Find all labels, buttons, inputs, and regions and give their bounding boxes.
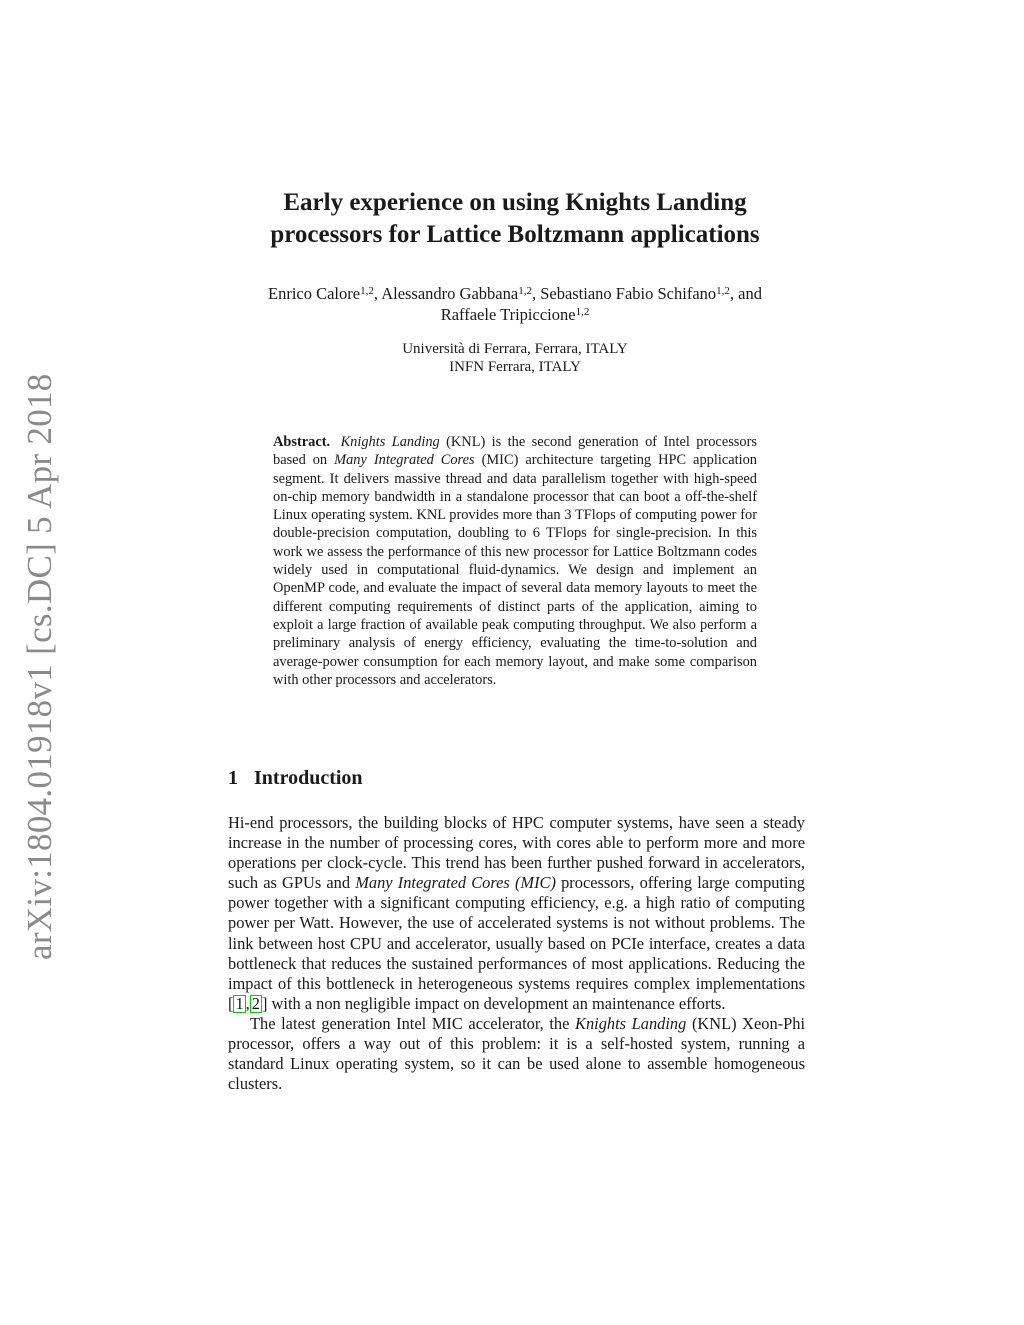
title-line-1: Early experience on using Knights Landing: [283, 189, 747, 216]
affiliation-line-1: Università di Ferrara, Ferrara, ITALY: [402, 341, 628, 357]
author-list: [200, 283, 830, 325]
citation-group: [228, 994, 267, 1013]
paragraph-text: processors, offering large computing power together with a significant computing efficiency, e.g. a high ratio of computing power per Watt. However, the use of accelerated systems is not without problems. The link between host CPU and accelerator, usually based on PCIe interface, creates a data bottleneck that reduces the sustained performances of most applications. Reducing the impact of this bottleneck in heterogeneous systems requires complex implementations: [228, 873, 805, 993]
author-line-1: Enrico Calore$^{1,2}$, Alessandro Gabbana$^{1,2}$, Sebastiano Fabio Schifano$^{1,2}$, and: [268, 284, 762, 303]
abstract-text: (KNL) is the second generation of Intel processors based on: [273, 434, 757, 469]
author-conjunction: and: [738, 284, 762, 303]
citation-separator: ,: [245, 993, 250, 1013]
abstract-emphasis: Many Integrated Cores: [334, 452, 475, 469]
section-number: 1: [228, 767, 238, 789]
author-name: Raffaele Tripiccione: [440, 305, 576, 324]
author-line-2: [200, 304, 830, 325]
paragraph-text: with a non negligible impact on development an maintenance efforts.: [267, 993, 726, 1013]
body-text: [228, 813, 805, 1094]
abstract-label: Abstract.: [273, 434, 331, 450]
author-affiliation-mark: 1,2: [518, 285, 532, 297]
author-affiliation-mark: 1,2: [716, 285, 730, 297]
citation-bracket: [: [228, 993, 234, 1013]
title-line-2: processors for Lattice Boltzmann applications: [270, 221, 760, 248]
citation-link-2[interactable]: 2: [251, 993, 260, 1013]
section-title: Introduction: [254, 767, 363, 789]
paragraph: [228, 813, 805, 1014]
abstract: [273, 433, 757, 689]
author-name: Alessandro Gabbana: [381, 284, 519, 303]
author-affiliation-mark: 1,2: [360, 285, 374, 297]
paragraph: [228, 1014, 805, 1094]
paragraph-text: The latest generation Intel MIC accelerator, the: [250, 1013, 576, 1033]
citation-link-1[interactable]: 1: [235, 993, 244, 1013]
paragraph-emphasis: Knights Landing: [575, 1013, 687, 1033]
paragraph-text: Hi-end processors, the building blocks of HPC computer systems, have seen a steady increase in the number of processing cores, with cores able to perform more and more operations per clock-cycle. This trend has been further pushed forward in accelerators, such as GPUs and: [228, 813, 805, 893]
citation-bracket: ]: [261, 993, 268, 1013]
abstract-text: (MIC) architecture targeting HPC application segment. It delivers massive thread and data parallelism together with high-speed on-chip memory bandwidth in a standalone processor that can boot a off-the-shelf Linux operating system. KNL provides more than 3 TFlops of computing power for double-precision computation, doubling to 6 TFlops for single-precision. In this work we assess the performance of this new processor for Lattice Boltzmann codes widely used in computational fluid-dynamics. We design and implement an OpenMP code, and evaluate the impact of several data memory layouts to meet the different computing requirements of distinct parts of the application, aiming to exploit a large fraction of available peak computing throughput. We also perform a preliminary analysis of energy efficiency, evaluating the time-to-solution and average-power consumption for each memory layout, and make some comparison with other processors and accelerators.: [273, 452, 757, 688]
affiliations: [200, 340, 830, 376]
author-name: Sebastiano Fabio Schifano: [540, 284, 717, 303]
paragraph-emphasis: Many Integrated Cores (MIC): [355, 873, 556, 893]
affiliation-line-2: INFN Ferrara, ITALY: [449, 359, 581, 375]
section-heading: [228, 765, 363, 791]
author-name: Enrico Calore: [268, 284, 361, 303]
arxiv-identifier-stamp: arXiv:1804.01918v1 [cs.DC] 5 Apr 2018: [20, 373, 59, 960]
author-affiliation-mark: 1,2: [575, 306, 590, 318]
paragraph-text: (KNL) Xeon-Phi processor, offers a way out of this problem: it is a self-hosted system, running a standard Linux operating system, so it can be used alone to assemble homogeneous clusters.: [228, 1013, 806, 1094]
abstract-emphasis: Knights Landing: [340, 434, 440, 450]
paper-title: [200, 187, 830, 251]
